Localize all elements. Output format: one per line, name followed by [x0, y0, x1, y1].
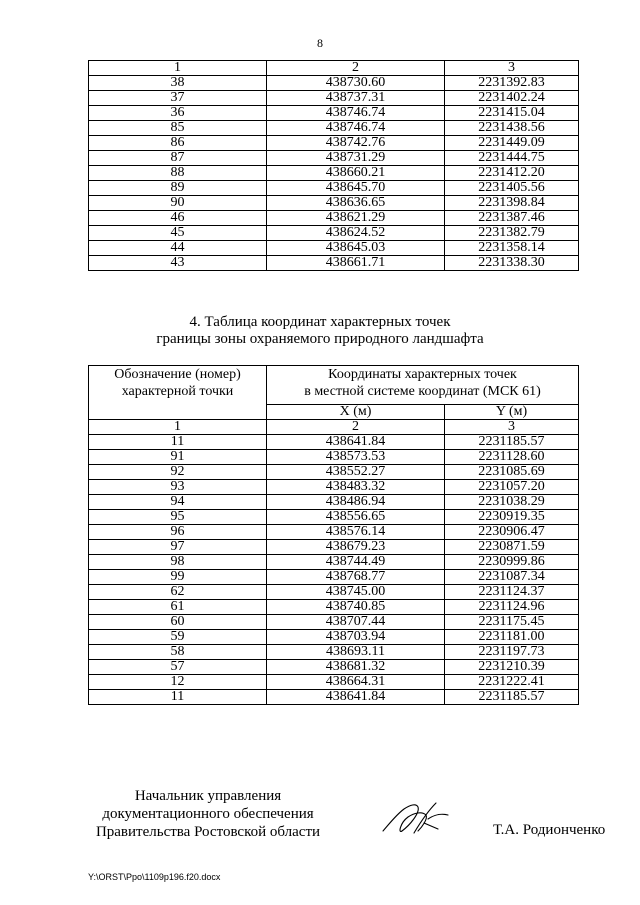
- point-number-cell: 58: [89, 645, 267, 660]
- table-row: [89, 510, 579, 525]
- x-coordinate-cell: 438645.03: [267, 241, 445, 256]
- table-row: [89, 630, 579, 645]
- table-row: [89, 256, 579, 271]
- x-coordinate-cell: 438742.76: [267, 136, 445, 151]
- handwritten-signature: [378, 793, 458, 843]
- table-row: [89, 660, 579, 675]
- point-number-cell: 37: [89, 91, 267, 106]
- x-coordinate-cell: 438731.29: [267, 151, 445, 166]
- point-number-cell: 93: [89, 480, 267, 495]
- point-number-cell: 61: [89, 600, 267, 615]
- y-coordinate-cell: 2231057.20: [445, 480, 579, 495]
- point-number-cell: 89: [89, 181, 267, 196]
- table-row: [89, 540, 579, 555]
- y-coordinate-cell: 2231124.37: [445, 585, 579, 600]
- y-coordinate-cell: 2231398.84: [445, 196, 579, 211]
- table-row: [89, 600, 579, 615]
- point-number-cell: 44: [89, 241, 267, 256]
- header-text: Координаты характерных точек: [328, 367, 517, 382]
- point-number-cell: 99: [89, 570, 267, 585]
- point-number-cell: 59: [89, 630, 267, 645]
- table-row: [89, 645, 579, 660]
- table-row: [89, 121, 579, 136]
- table-row: [89, 495, 579, 510]
- table-row: [89, 615, 579, 630]
- header-text: в местной системе координат (МСК 61): [304, 384, 541, 399]
- x-coordinate-cell: 438745.00: [267, 585, 445, 600]
- table-row: [89, 450, 579, 465]
- x-coordinate-cell: 438693.11: [267, 645, 445, 660]
- point-number-cell: 87: [89, 151, 267, 166]
- y-coordinate-cell: 2231185.57: [445, 435, 579, 450]
- caption-line-2: границы зоны охраняемого природного ландшафта: [156, 331, 484, 347]
- x-coordinate-cell: 438746.74: [267, 106, 445, 121]
- coordinates-header: [267, 366, 579, 405]
- x-coordinate-cell: 438740.85: [267, 600, 445, 615]
- header-text: Обозначение (номер): [114, 367, 241, 382]
- x-coordinate-cell: 438552.27: [267, 465, 445, 480]
- point-number-cell: 95: [89, 510, 267, 525]
- x-coordinate-cell: 438636.65: [267, 196, 445, 211]
- table-row: [89, 241, 579, 256]
- y-coordinate-cell: 2231175.45: [445, 615, 579, 630]
- y-coordinate-cell: 2231358.14: [445, 241, 579, 256]
- point-number-cell: 45: [89, 226, 267, 241]
- point-number-cell: 97: [89, 540, 267, 555]
- y-header: Y (м): [445, 405, 579, 420]
- signatory-line-1: Начальник управления: [134, 788, 282, 804]
- signatory-line-2: документационного обеспечения: [102, 806, 314, 822]
- x-coordinate-cell: 438703.94: [267, 630, 445, 645]
- point-number-cell: 43: [89, 256, 267, 271]
- x-coordinate-cell: 438576.14: [267, 525, 445, 540]
- point-number-cell: 46: [89, 211, 267, 226]
- table-row: [89, 525, 579, 540]
- table-row: [89, 106, 579, 121]
- table-row: [89, 166, 579, 181]
- caption-line-1: 4. Таблица координат характерных точек: [189, 314, 451, 330]
- table-row: [89, 151, 579, 166]
- point-number-cell: 36: [89, 106, 267, 121]
- table-row: [89, 76, 579, 91]
- table-row: [89, 555, 579, 570]
- x-coordinate-cell: 438624.52: [267, 226, 445, 241]
- point-number-cell: 11: [89, 690, 267, 705]
- x-coordinate-cell: 438641.84: [267, 690, 445, 705]
- y-coordinate-cell: 2231415.04: [445, 106, 579, 121]
- table-row: [89, 136, 579, 151]
- x-coordinate-cell: 438664.31: [267, 675, 445, 690]
- point-designation-header: [89, 366, 267, 420]
- x-coordinate-cell: 438661.71: [267, 256, 445, 271]
- header-col-1: 1: [89, 61, 267, 76]
- y-coordinate-cell: 2231085.69: [445, 465, 579, 480]
- point-number-cell: 88: [89, 166, 267, 181]
- y-coordinate-cell: 2230999.86: [445, 555, 579, 570]
- y-coordinate-cell: 2231197.73: [445, 645, 579, 660]
- x-coordinate-cell: 438641.84: [267, 435, 445, 450]
- table-body: [89, 435, 579, 705]
- point-number-cell: 60: [89, 615, 267, 630]
- table-row: [89, 465, 579, 480]
- point-number-cell: 98: [89, 555, 267, 570]
- header-col-2: 2: [267, 61, 445, 76]
- point-number-cell: 38: [89, 76, 267, 91]
- y-coordinate-cell: 2231392.83: [445, 76, 579, 91]
- table-row: [89, 675, 579, 690]
- y-coordinate-cell: 2231222.41: [445, 675, 579, 690]
- y-coordinate-cell: 2231382.79: [445, 226, 579, 241]
- header-text: характерной точки: [121, 384, 234, 399]
- x-coordinate-cell: 438744.49: [267, 555, 445, 570]
- table-numbering-row: [89, 420, 579, 435]
- y-coordinate-cell: 2231405.56: [445, 181, 579, 196]
- y-coordinate-cell: 2230906.47: [445, 525, 579, 540]
- signatory-line-3: Правительства Ростовской области: [95, 824, 321, 840]
- point-number-cell: 86: [89, 136, 267, 151]
- table-row: [89, 91, 579, 106]
- y-coordinate-cell: 2231449.09: [445, 136, 579, 151]
- y-coordinate-cell: 2231387.46: [445, 211, 579, 226]
- point-number-cell: 94: [89, 495, 267, 510]
- x-coordinate-cell: 438746.74: [267, 121, 445, 136]
- y-coordinate-cell: 2231438.56: [445, 121, 579, 136]
- point-number-cell: 85: [89, 121, 267, 136]
- table-header-row: [89, 61, 579, 76]
- point-number-cell: 91: [89, 450, 267, 465]
- table-row: [89, 585, 579, 600]
- x-coordinate-cell: 438621.29: [267, 211, 445, 226]
- page-number: 8: [317, 36, 323, 50]
- y-coordinate-cell: 2230919.35: [445, 510, 579, 525]
- x-coordinate-cell: 438483.32: [267, 480, 445, 495]
- x-coordinate-cell: 438660.21: [267, 166, 445, 181]
- y-coordinate-cell: 2231412.20: [445, 166, 579, 181]
- table-row: [89, 226, 579, 241]
- y-coordinate-cell: 2230871.59: [445, 540, 579, 555]
- x-coordinate-cell: 438737.31: [267, 91, 445, 106]
- x-coordinate-cell: 438573.53: [267, 450, 445, 465]
- header-col-3: 3: [445, 420, 579, 435]
- table-row: [89, 435, 579, 450]
- point-number-cell: 57: [89, 660, 267, 675]
- y-coordinate-cell: 2231185.57: [445, 690, 579, 705]
- signatory-title: [88, 787, 328, 841]
- x-coordinate-cell: 438645.70: [267, 181, 445, 196]
- y-coordinate-cell: 2231402.24: [445, 91, 579, 106]
- x-coordinate-cell: 438681.32: [267, 660, 445, 675]
- coordinates-table-continued: [88, 60, 579, 271]
- point-number-cell: 12: [89, 675, 267, 690]
- table-row: [89, 196, 579, 211]
- signatory-name: Т.А. Родионченко: [493, 822, 606, 838]
- point-number-cell: 92: [89, 465, 267, 480]
- header-col-2: 2: [267, 420, 445, 435]
- y-coordinate-cell: 2231128.60: [445, 450, 579, 465]
- landscape-zone-coordinates-table: [88, 365, 579, 705]
- table-row: [89, 570, 579, 585]
- x-coordinate-cell: 438679.23: [267, 540, 445, 555]
- y-coordinate-cell: 2231210.39: [445, 660, 579, 675]
- header-col-3: 3: [445, 61, 579, 76]
- x-coordinate-cell: 438556.65: [267, 510, 445, 525]
- table-body: [89, 76, 579, 271]
- x-header: X (м): [267, 405, 445, 420]
- y-coordinate-cell: 2231038.29: [445, 495, 579, 510]
- table-caption: [0, 314, 640, 348]
- y-coordinate-cell: 2231338.30: [445, 256, 579, 271]
- point-number-cell: 62: [89, 585, 267, 600]
- y-coordinate-cell: 2231124.96: [445, 600, 579, 615]
- y-coordinate-cell: 2231181.00: [445, 630, 579, 645]
- x-coordinate-cell: 438730.60: [267, 76, 445, 91]
- header-col-1: 1: [89, 420, 267, 435]
- point-number-cell: 96: [89, 525, 267, 540]
- table-row: [89, 480, 579, 495]
- point-number-cell: 11: [89, 435, 267, 450]
- x-coordinate-cell: 438768.77: [267, 570, 445, 585]
- x-coordinate-cell: 438707.44: [267, 615, 445, 630]
- table-header-row: [89, 366, 579, 405]
- table-row: [89, 181, 579, 196]
- y-coordinate-cell: 2231444.75: [445, 151, 579, 166]
- file-path: Y:\ORST\Ppo\1109p196.f20.docx: [88, 872, 221, 882]
- x-coordinate-cell: 438486.94: [267, 495, 445, 510]
- point-number-cell: 90: [89, 196, 267, 211]
- table-row: [89, 211, 579, 226]
- y-coordinate-cell: 2231087.34: [445, 570, 579, 585]
- table-row: [89, 690, 579, 705]
